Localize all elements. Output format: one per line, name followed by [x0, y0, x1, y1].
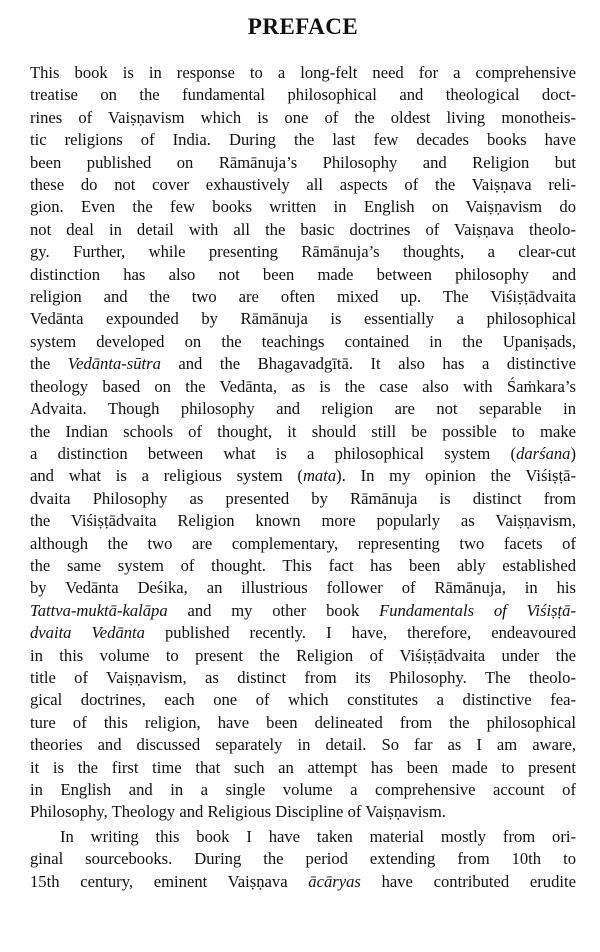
- text-line: ture of this religion, have been delineated from the philosophical: [30, 712, 576, 732]
- text-line: gical doctrines, each one of which constitutes a distinctive fea-: [30, 690, 576, 710]
- page-title: PREFACE: [247, 14, 359, 39]
- text-line: This book is in response to a long-felt need for a comprehensive: [30, 63, 576, 82]
- text-line: the Vedānta-sūtra and the Bhagavadgītā. It also has a distinctive: [30, 354, 577, 374]
- text-line: tic religions of India. During the last few decades books have: [30, 130, 576, 150]
- text-line: the Viśiṣṭādvaita Religion known more popularly as Vaiṣṇavism,: [30, 511, 576, 531]
- text-line: gion. Even the few books written in English on Vaiṣṇavism do: [30, 197, 576, 217]
- text-line: these do not cover exhaustively all aspects of the Vaiṣṇava reli-: [30, 175, 576, 195]
- paragraph-2: [30, 826, 576, 893]
- text-line: religion and the two are often mixed up. The Viśiṣṭādvaita: [30, 287, 576, 307]
- text-line: distinction has also not been made between philosophy and: [30, 264, 576, 284]
- text-line: gy. Further, while presenting Rāmānuja’s thoughts, a clear-cut: [30, 242, 576, 262]
- text-line: theories and discussed separately in detail. So far as I am aware,: [30, 735, 576, 755]
- text-line: Philosophy, Theology and Religious Discipline of Vaiṣṇavism.: [30, 802, 446, 822]
- text-line: been published on Rāmānuja’s Philosophy and Religion but: [30, 152, 576, 172]
- text-line: although the two are complementary, representing two facets of: [30, 533, 576, 553]
- text-line: and what is a religious system (mata). In my opinion the Viśiṣṭā-: [30, 466, 576, 486]
- text-line: Vedānta expounded by Rāmānuja is essentially a philosophical: [30, 309, 576, 329]
- text-line: the same system of thought. This fact has been ably established: [30, 555, 576, 575]
- text-line: in this volume to present the Religion of Viśiṣṭādvaita under the: [30, 645, 576, 665]
- text-line: in English and in a single volume a comprehensive account of: [30, 780, 576, 799]
- text-line: system developed on the teachings contained in the Upaniṣads,: [30, 331, 576, 351]
- text-line: not deal in detail with all the basic doctrines of Vaiṣṇava theolo-: [30, 219, 576, 239]
- text-line: title of Vaiṣṇavism, as distinct from its Philosophy. The theolo-: [30, 667, 576, 687]
- text-line: dvaita Philosophy as presented by Rāmānuja is distinct from: [30, 488, 576, 508]
- text-line: the Indian schools of thought, it should still be possible to make: [30, 421, 576, 441]
- text-line: ginal sourcebooks. During the period extending from 10th to: [30, 849, 576, 869]
- text-line: a distinction between what is a philosophical system (darśana): [30, 443, 576, 463]
- text-line: by Vedānta Deśika, an illustrious follower of Rāmānuja, in his: [30, 578, 576, 598]
- text-line: dvaita Vedānta published recently. I have, therefore, endeavoured: [30, 623, 576, 643]
- text-line: In writing this book I have taken material mostly from ori-: [60, 826, 576, 846]
- text-line: theology based on the Vedānta, as is the case also with Śaṁkara’s: [30, 376, 576, 396]
- text-line: treatise on the fundamental philosophical and theological doct-: [30, 85, 576, 105]
- text-line: rines of Vaiṣṇavism which is one of the oldest living monotheis-: [30, 107, 576, 127]
- text-line: Tattva-muktā-kalāpa and my other book Fundamentals of Viśiṣṭā-: [30, 600, 576, 620]
- text-line: it is the first time that such an attempt has been made to present: [30, 757, 576, 777]
- text-line: 15th century, eminent Vaiṣṇava ācāryas have contributed erudite: [30, 871, 576, 891]
- paragraph-1: [30, 62, 576, 824]
- text-line: Advaita. Though philosophy and religion are not separable in: [30, 399, 576, 419]
